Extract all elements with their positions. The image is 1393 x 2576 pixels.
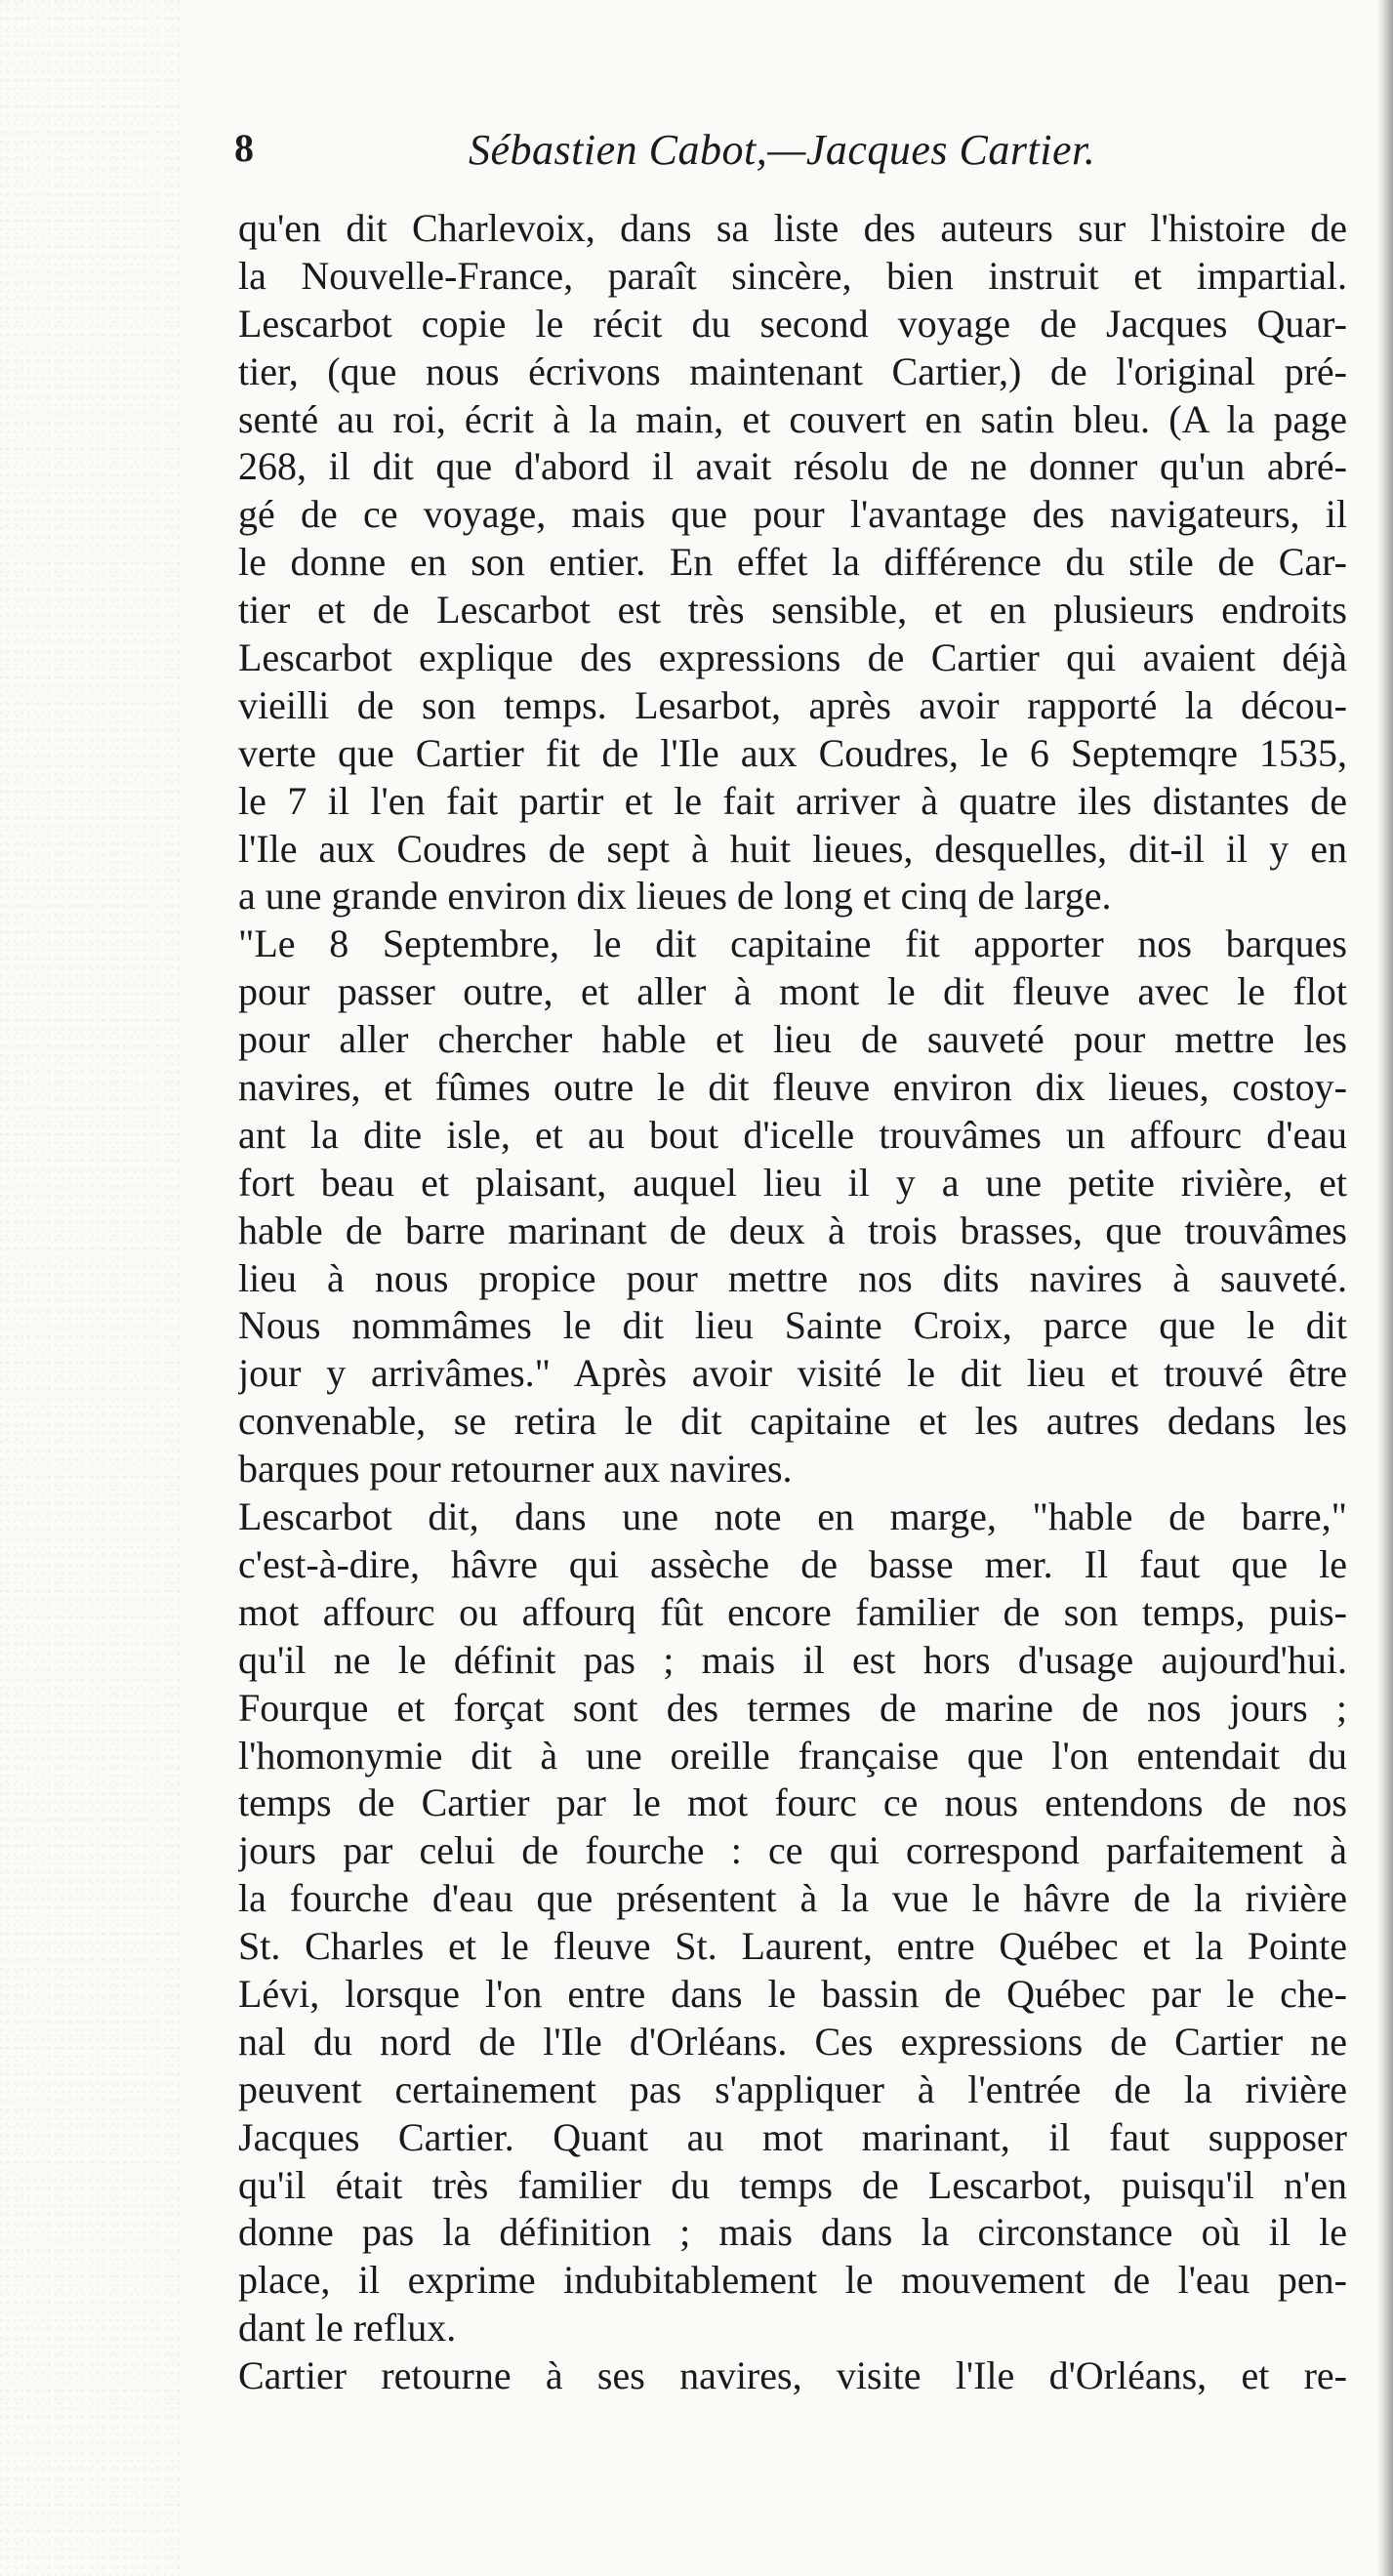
text-line: "Le 8 Septembre, le dit capitaine fit apporter nos barques [238, 921, 1347, 966]
text-line: nal du nord de l'Ile d'Orléans. Ces expressions de Cartier ne [238, 2019, 1347, 2064]
text-line: dant le reflux. [238, 2306, 457, 2351]
text-line: Lescarbot copie le récit du second voyage de Jacques Quar- [238, 301, 1347, 346]
text-line: Lescarbot dit, dans une note en marge, "hable de barre," [238, 1494, 1347, 1539]
text-line: le donne en son entier. En effet la différence du stile de Car- [238, 540, 1347, 585]
text-line: ant la dite isle, et au bout d'icelle trouvâmes un affourc d'eau [238, 1112, 1347, 1157]
text-line: le 7 il l'en fait partir et le fait arriver à quatre iles distantes de [238, 778, 1347, 823]
page-binding-edge [1377, 0, 1393, 2576]
text-line: temps de Cartier par le mot fourc ce nous entendons de nos [238, 1780, 1347, 1825]
text-line: St. Charles et le fleuve St. Laurent, entre Québec et la Pointe [238, 1924, 1347, 1969]
text-line: Cartier retourne à ses navires, visite l'Ile d'Orléans, et re- [238, 2353, 1347, 2398]
text-line: Fourque et forçat sont des termes de marine de nos jours ; [238, 1685, 1347, 1730]
text-line: donne pas la définition ; mais dans la circonstance où il le [238, 2210, 1347, 2255]
text-line: vieilli de son temps. Lesarbot, après avoir rapporté la décou- [238, 682, 1347, 727]
text-line: pour passer outre, et aller à mont le dit fleuve avec le flot [238, 969, 1347, 1014]
text-line: convenable, se retira le dit capitaine et les autres dedans les [238, 1399, 1347, 1444]
text-line: tier, (que nous écrivons maintenant Cartier,) de l'original pré- [238, 348, 1347, 393]
text-line: Lescarbot explique des expressions de Cartier qui avaient déjà [238, 635, 1347, 680]
text-line: tier et de Lescarbot est très sensible, et en plusieurs endroits [238, 588, 1347, 633]
running-head: Sébastien Cabot,—Jacques Cartier. [469, 126, 1096, 174]
text-line: la Nouvelle-France, paraît sincère, bien instruit et impartial. [238, 253, 1347, 298]
text-line: fort beau et plaisant, auquel lieu il y a une petite rivière, et [238, 1160, 1347, 1205]
text-line: l'Ile aux Coudres de sept à huit lieues, desquelles, dit-il il y en [238, 826, 1347, 871]
text-line: barques pour retourner aux navires. [238, 1447, 793, 1492]
text-line: qu'en dit Charlevoix, dans sa liste des auteurs sur l'histoire de [238, 206, 1347, 250]
text-line: gé de ce voyage, mais que pour l'avantage des navigateurs, il [238, 492, 1347, 537]
text-line: jour y arrivâmes." Après avoir visité le dit lieu et trouvé être [238, 1351, 1347, 1396]
body-text [238, 205, 1347, 2400]
text-line: Jacques Cartier. Quant au mot marinant, il faut supposer [238, 2114, 1347, 2159]
text-line: 268, il dit que d'abord il avait résolu de ne donner qu'un abré- [238, 444, 1347, 489]
text-line: l'homonymie dit à une oreille française que l'on entendait du [238, 1733, 1347, 1778]
text-line: Lévi, lorsque l'on entre dans le bassin de Québec par le che- [238, 1971, 1347, 2016]
text-line: la fourche d'eau que présentent à la vue le hâvre de la rivière [238, 1876, 1347, 1921]
page-number: 8 [234, 126, 254, 170]
text-line: lieu à nous propice pour mettre nos dits navires à sauveté. [238, 1255, 1347, 1300]
text-line: pour aller chercher hable et lieu de sauveté pour mettre les [238, 1017, 1347, 1062]
text-line: Nous nommâmes le dit lieu Sainte Croix, parce que le dit [238, 1303, 1347, 1348]
text-line: hable de barre marinant de deux à trois brasses, que trouvâmes [238, 1207, 1347, 1252]
text-line: place, il exprime indubitablement le mouvement de l'eau pen- [238, 2258, 1347, 2303]
text-line: verte que Cartier fit de l'Ile aux Coudres, le 6 Septemqre 1535, [238, 730, 1347, 775]
page-header [234, 125, 1230, 184]
text-line: qu'il ne le définit pas ; mais il est hors d'usage aujourd'hui. [238, 1637, 1347, 1682]
text-line: senté au roi, écrit à la main, et couvert en satin bleu. (A la page [238, 396, 1347, 441]
text-line: a une grande environ dix lieues de long et cinq de large. [238, 874, 1112, 919]
text-line: peuvent certainement pas s'appliquer à l'entrée de la rivière [238, 2066, 1347, 2111]
text-line: qu'il était très familier du temps de Lescarbot, puisqu'il n'en [238, 2162, 1347, 2207]
text-line: c'est-à-dire, hâvre qui assèche de basse mer. Il faut que le [238, 1541, 1347, 1586]
scan-margin-noise [0, 0, 185, 2576]
text-line: mot affourc ou affourq fût encore familier de son temps, puis- [238, 1589, 1347, 1634]
text-line: navires, et fûmes outre le dit fleuve environ dix lieues, costoy- [238, 1065, 1347, 1110]
text-line: jours par celui de fourche : ce qui correspond parfaitement à [238, 1828, 1347, 1873]
